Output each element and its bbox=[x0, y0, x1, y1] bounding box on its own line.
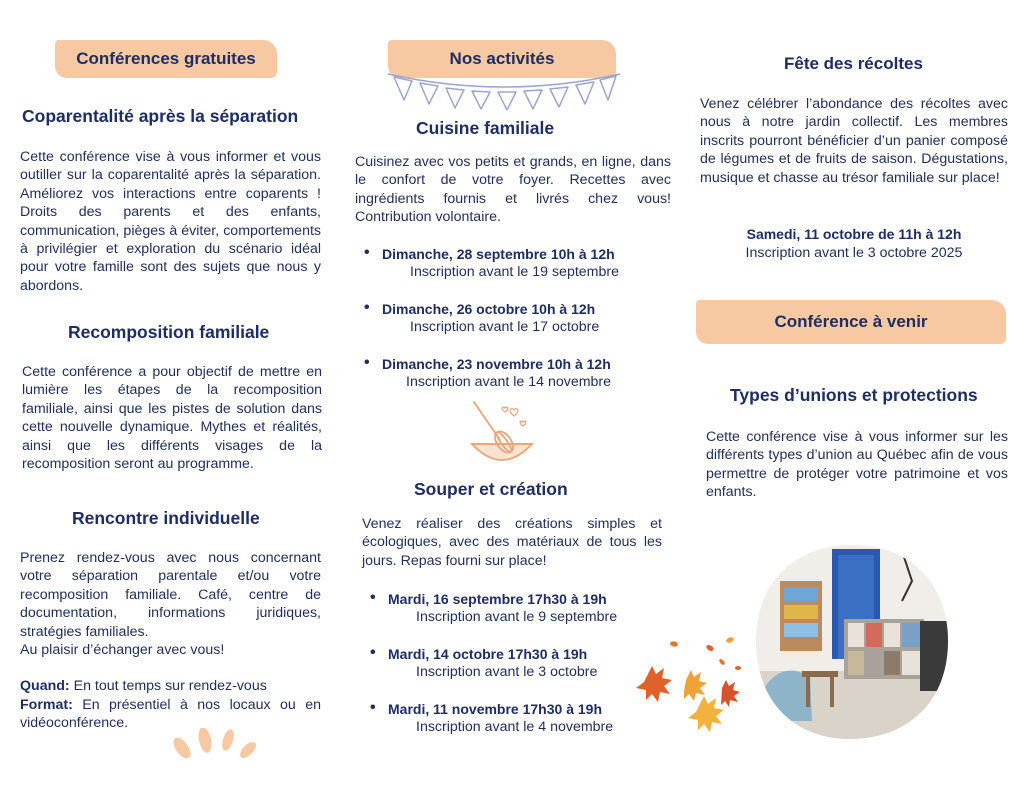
section-title-souper: Souper et création bbox=[414, 479, 568, 499]
section-title-coparentalite: Coparentalité après la séparation bbox=[22, 106, 299, 126]
event-deadline: Inscription avant le 3 octobre bbox=[416, 664, 598, 680]
section-title-unions: Types d’unions et protections bbox=[730, 385, 978, 405]
section-text-fete: Venez célébrer l’abondance des récoltes avec nous à notre jardin collectif. Les membres inscrits pourront bénéficier d’un panier composé de légumes et de fruits de saison. Dégustations, musique et chasse au trésor familiale sur place! bbox=[700, 96, 1008, 186]
bunting-icon bbox=[384, 70, 624, 110]
format-value: En présentiel à nos locaux ou en vidéoconférence. bbox=[20, 696, 322, 732]
section-title-recomposition: Recomposition familiale bbox=[68, 322, 270, 342]
fete-date-block bbox=[700, 225, 1008, 263]
fete-date: Samedi, 11 octobre de 11h à 12h bbox=[746, 226, 962, 242]
list-item bbox=[388, 590, 668, 627]
section-text-recomposition: Cette conférence a pour objectif de mettre en lumière les étapes de la recomposition familiale, ainsi que les pistes de solution dans cette nouvelle dynamique. Mythes et réalités, ainsi que les différents visages de la recomposition seront au programme. bbox=[22, 364, 322, 473]
section-body-rencontre bbox=[20, 549, 321, 733]
section-title-fete: Fête des récoltes bbox=[784, 54, 923, 73]
section-text-unions: Cette conférence vise à vous informer sur les différents types d’union au Québec afin de vous permettre de protéger votre patrimoine et vos enfants. bbox=[706, 429, 1008, 501]
closing-text: Au plaisir d’échanger avec vous! bbox=[20, 642, 225, 659]
when-value: En tout temps sur rendez-vous bbox=[73, 678, 267, 695]
cuisine-events-list bbox=[382, 245, 672, 392]
banner-label: Conférences gratuites bbox=[76, 49, 256, 68]
event-deadline: Inscription avant le 17 octobre bbox=[410, 319, 600, 335]
section-text-coparentalite: Cette conférence vise à vous informer et vous outiller sur la coparentalité après la séparation. Améliorez vos interactions entre coparents ! Droits des parents et des enfants, communication, pièges à éviter, comportements à privilégier et exploration du scénario idéal pour votre famille sont des sujets que nous y abordons. bbox=[20, 149, 321, 294]
format-label: Format: bbox=[20, 696, 73, 713]
event-date: • Dimanche, 26 octobre 10h à 12h bbox=[382, 300, 672, 318]
section-text-cuisine: Cuisinez avec vos petits et grands, en ligne, dans le confort de votre foyer. Recettes avec ingrédients fournis et livrés chez vous! Contribution volontaire. bbox=[355, 154, 671, 226]
fete-deadline: Inscription avant le 3 octobre 2025 bbox=[745, 245, 963, 261]
room-photo bbox=[752, 541, 952, 741]
event-deadline: Inscription avant le 9 septembre bbox=[416, 609, 618, 625]
event-date: • Mardi, 14 octobre 17h30 à 19h bbox=[388, 645, 668, 663]
banner-conferences-gratuites bbox=[55, 40, 277, 78]
event-date: • Mardi, 16 septembre 17h30 à 19h bbox=[388, 590, 668, 608]
event-deadline: Inscription avant le 4 novembre bbox=[416, 719, 614, 735]
event-date: • Dimanche, 23 novembre 10h à 12h bbox=[382, 355, 672, 373]
event-date: • Dimanche, 28 septembre 10h à 12h bbox=[382, 245, 672, 263]
list-item bbox=[382, 245, 672, 282]
banner-conference-a-venir bbox=[696, 300, 1006, 344]
section-text-rencontre: Prenez rendez-vous avec nous concernant votre séparation parentale et/ou votre recomposition familiale. Café, centre de documentation, informations juridiques, stratégies familiales. bbox=[20, 550, 321, 640]
sun-rays-icon bbox=[160, 728, 270, 778]
event-deadline: Inscription avant le 19 septembre bbox=[410, 264, 619, 280]
list-item bbox=[382, 300, 672, 337]
autumn-leaves-icon bbox=[626, 628, 746, 738]
whisk-bowl-icon bbox=[462, 396, 542, 476]
section-title-rencontre: Rencontre individuelle bbox=[72, 508, 260, 528]
section-text-souper: Venez réaliser des créations simples et écologiques, avec des matériaux de tous les jours. Repas fourni sur place! bbox=[362, 516, 662, 569]
when-label: Quand: bbox=[20, 678, 70, 695]
banner-label: Nos activités bbox=[449, 49, 555, 68]
list-item bbox=[382, 355, 672, 392]
when-line bbox=[20, 677, 321, 695]
section-title-cuisine: Cuisine familiale bbox=[416, 118, 555, 138]
event-deadline: Inscription avant le 14 novembre bbox=[406, 374, 612, 390]
banner-label: Conférence à venir bbox=[774, 312, 928, 331]
event-date: • Mardi, 11 novembre 17h30 à 19h bbox=[388, 700, 668, 718]
